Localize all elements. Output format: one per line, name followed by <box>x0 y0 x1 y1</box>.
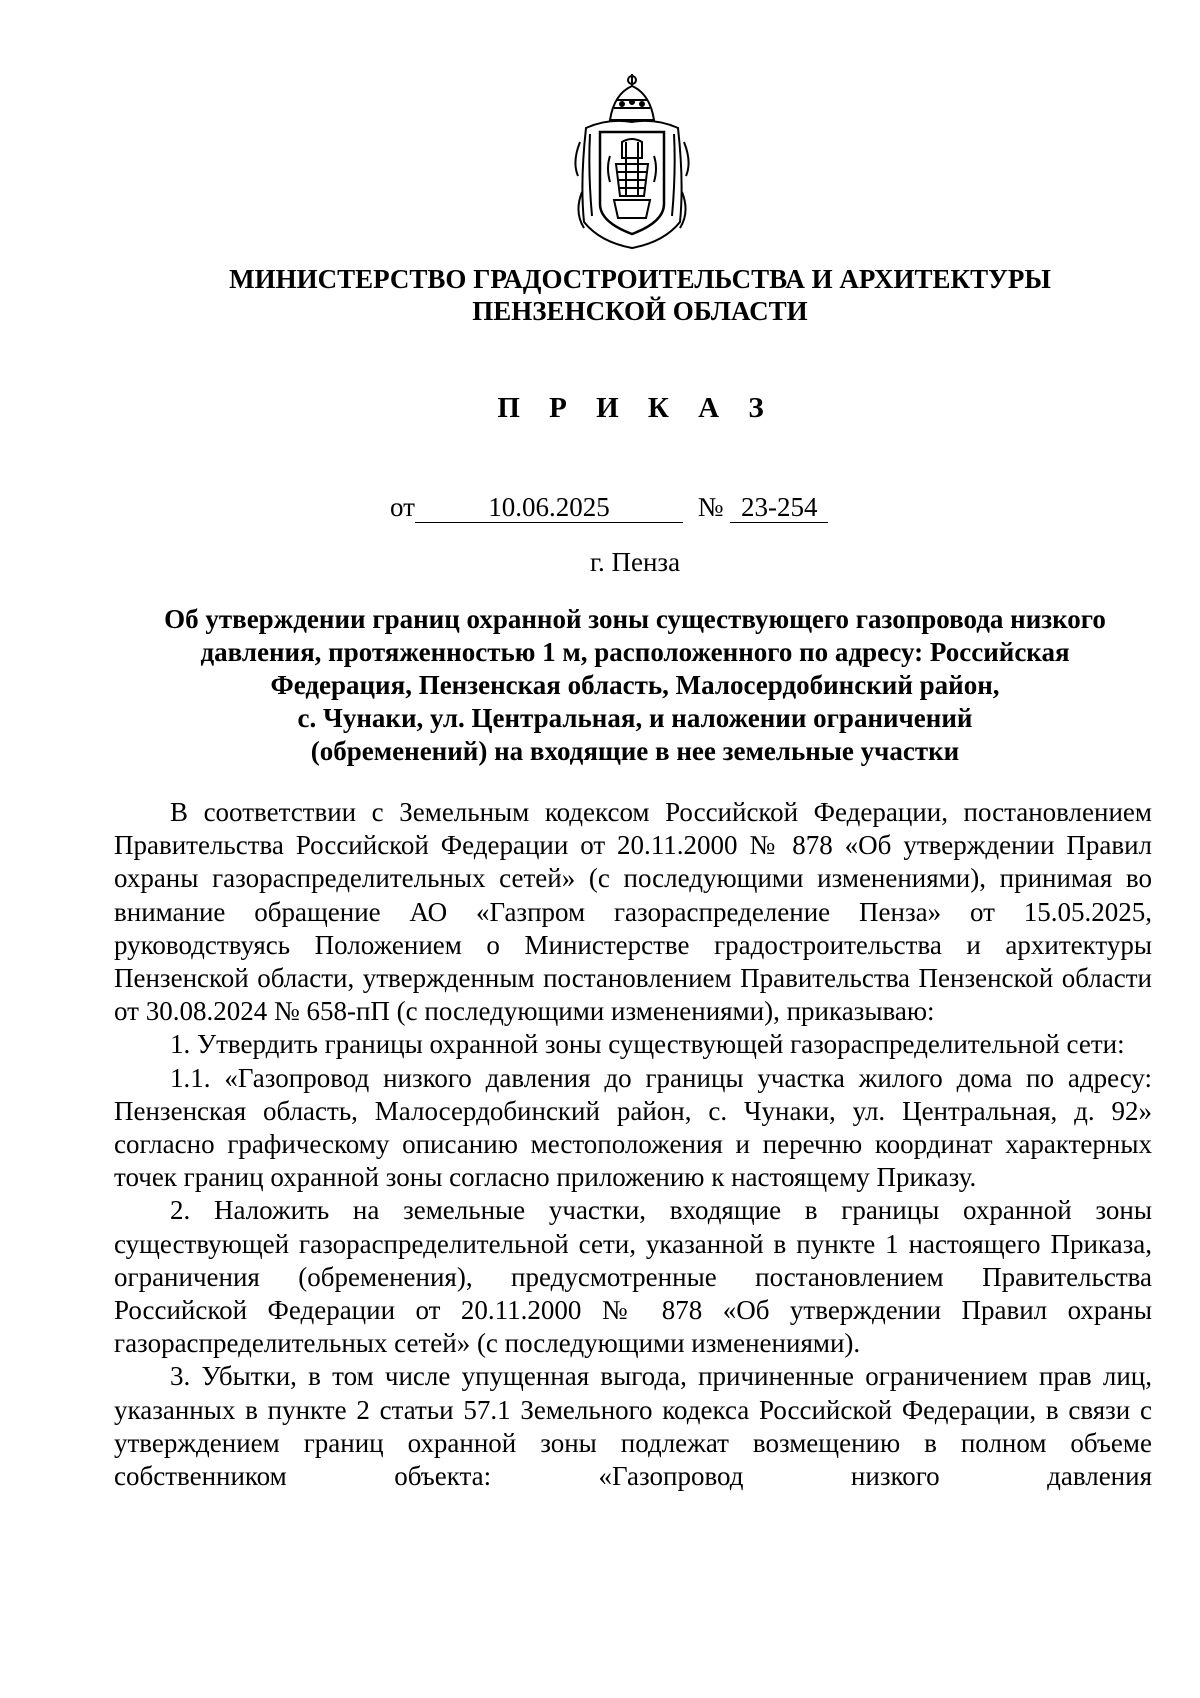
item-2-paragraph: 2. Наложить на земельные участки, входящие в границы охранной зоны существующей газораспределительной сети, указанной в пункте 1 настоящего Приказа, ограничения (обременения), предусмотренные постановлением Правительства Российской Федерации от 20.11.2000 № 878 «Об утверждении Правил охраны газораспределительных сетей» (с последующими изменениями). <box>114 1195 1152 1359</box>
item-3-paragraph: 3. Убытки, в том числе упущенная выгода, причиненные ограничением прав лиц, указанных в пункте 2 статьи 57.1 Земельного кодекса Российской Федерации, в связи с утверждением границ охранной зоны подлежат возмещению в полном объеме собственником объекта: «Газопровод низкого давления <box>114 1361 1152 1492</box>
item-1-1-paragraph: 1.1. «Газопровод низкого давления до границы участка жилого дома по адресу: Пензенская область, Малосердобинский район, с. Чунаки, ул. Центральная, д. 92» согласно графическому описанию местоположения и перечню координат характерных точек границ охранной зоны согласно приложению к настоящему Приказу. <box>114 1062 1152 1193</box>
order-subject <box>120 603 1150 768</box>
order-date-number-line <box>390 492 828 523</box>
ministry-name <box>0 263 1200 327</box>
order-number: 23-254 <box>730 492 828 523</box>
subject-line: с. Чунаки, ул. Центральная, и наложении ограничений <box>297 703 973 733</box>
order-date: 10.06.2025 <box>415 492 683 523</box>
date-prefix: от <box>390 492 415 522</box>
preamble-paragraph: В соответствии с Земельным кодексом Российской Федерации, постановлением Правительства Российской Федерации от 20.11.2000 № 878 «Об утверждении Правил охраны газораспределительных сетей» (с последующими изменениями), принимая во внимание обращение АО «Газпром газораспределение Пенза» от 15.05.2025, руководствуясь Положением о Министерстве градостроительства и архитектуры Пензенской области, утвержденным постановлением Правительства Пензенской области от 30.08.2024 № 658-пП (с последующими изменениями), приказываю: <box>114 797 1152 1027</box>
ministry-name-line1: МИНИСТЕРСТВО ГРАДОСТРОИТЕЛЬСТВА И АРХИТЕКТУРЫ <box>229 264 1051 294</box>
subject-line: Федерация, Пензенская область, Малосердобинский район, <box>270 670 1000 700</box>
order-city: г. Пенза <box>589 547 681 577</box>
order-body <box>114 796 1152 1493</box>
subject-line: (обременений) на входящие в нее земельные участки <box>310 736 960 766</box>
coat-of-arms-icon <box>570 72 694 252</box>
item-1-paragraph: 1. Утвердить границы охранной зоны существующей газораспределительной сети: <box>170 1029 1125 1060</box>
number-prefix: № <box>697 492 724 522</box>
subject-line: Об утверждении границ охранной зоны существующего газопровода низкого <box>164 604 1106 634</box>
order-title: П Р И К А З <box>497 392 775 424</box>
ministry-name-line2: ПЕНЗЕНСКОЙ ОБЛАСТИ <box>472 296 808 326</box>
subject-line: давления, протяженностью 1 м, расположенного по адресу: Российская <box>200 637 1070 667</box>
